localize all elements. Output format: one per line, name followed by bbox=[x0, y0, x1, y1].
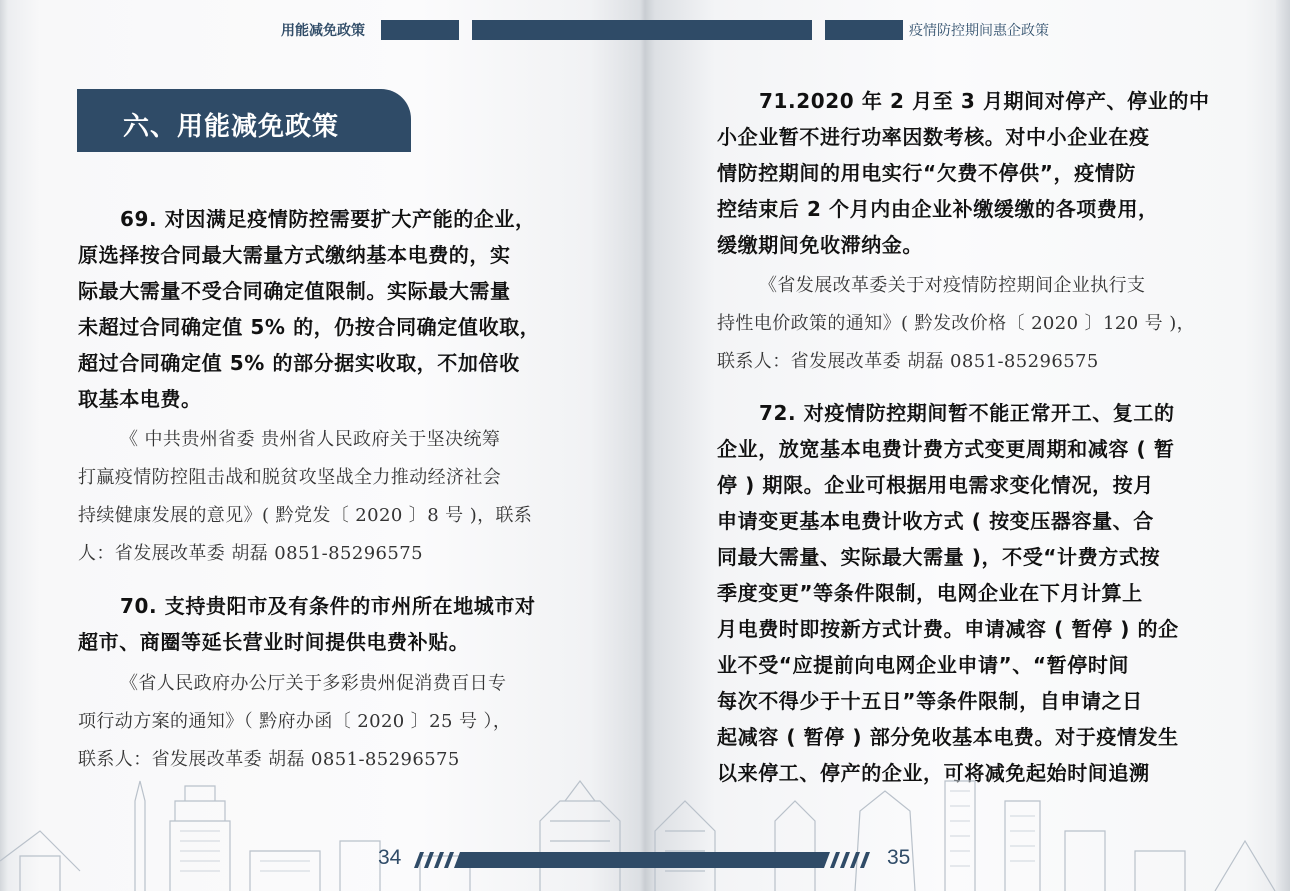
text-line: 《 中共贵州省委 贵州省人民政府关于坚决统筹 bbox=[120, 429, 501, 450]
header-bar bbox=[381, 20, 459, 40]
source-71 bbox=[717, 267, 1195, 381]
text-line: 原选择按合同最大需量方式缴纳基本电费的，实 bbox=[78, 243, 511, 267]
page-number-right: 35 bbox=[887, 846, 911, 869]
text-line: 超市、商圈等延长营业时间提供电费补贴。 bbox=[78, 630, 470, 654]
text-line: 申请变更基本电费计收方式 ( 按变压器容量、合 bbox=[717, 509, 1154, 533]
text-line: 打赢疫情防控阻击战和脱贫攻坚战全力推动经济社会 bbox=[78, 467, 502, 488]
text-line: 小企业暂不进行功率因数考核。对中小企业在疫 bbox=[717, 125, 1150, 149]
header-bar bbox=[472, 20, 645, 40]
item-69 bbox=[78, 201, 540, 417]
header-bar bbox=[825, 20, 903, 40]
text-line: 以来停工、停产的企业，可将减免起始时间追溯 bbox=[717, 761, 1150, 785]
text-line: 月电费时即按新方式计费。申请减容 ( 暂停 ) 的企 bbox=[717, 617, 1179, 641]
item-70 bbox=[78, 588, 536, 660]
text-line: 70. 支持贵阳市及有条件的市州所在地城市对 bbox=[120, 594, 536, 618]
text-line: 未超过合同确定值 5% 的，仍按合同确定值收取， bbox=[78, 315, 541, 339]
page-edge-right bbox=[1276, 0, 1290, 891]
header-right-title: 疫情防控期间惠企政策 bbox=[909, 23, 1049, 39]
footer-stripe-left bbox=[410, 850, 645, 870]
text-line: 《省发展改革委关于对疫情防控期间企业执行支 bbox=[759, 275, 1146, 296]
text-line: 停 ) 期限。企业可根据用电需求变化情况，按月 bbox=[717, 473, 1154, 497]
section-heading-box bbox=[77, 89, 411, 152]
text-line: 超过合同确定值 5% 的部分据实收取，不加倍收 bbox=[78, 351, 520, 375]
text-line: 同最大需量、实际最大需量 )，不受“计费方式按 bbox=[717, 545, 1161, 569]
item-72 bbox=[717, 395, 1179, 791]
source-69 bbox=[78, 421, 532, 573]
text-line: 缓缴期间免收滞纳金。 bbox=[717, 233, 923, 257]
page-number-left: 34 bbox=[378, 846, 402, 869]
text-line: 情防控期间的用电实行“欠费不停供”，疫情防 bbox=[717, 161, 1136, 185]
skyline-illustration-left bbox=[0, 761, 645, 891]
text-line: 每次不得少于十五日”等条件限制，自申请之日 bbox=[717, 689, 1143, 713]
text-line: 企业，放宽基本电费计费方式变更周期和减容 ( 暂 bbox=[717, 437, 1175, 461]
text-line: 项行动方案的通知》（ 黔府办函〔 2020 〕25 号 ）， bbox=[78, 711, 512, 732]
text-line: 际最大需量不受合同确定值限制。实际最大需量 bbox=[78, 279, 511, 303]
text-line: 取基本电费。 bbox=[78, 387, 202, 411]
text-line: 控结束后 2 个月内由企业补缴缓缴的各项费用， bbox=[717, 197, 1159, 221]
page-edge-left bbox=[0, 0, 8, 891]
text-line: 69. 对因满足疫情防控需要扩大产能的企业， bbox=[120, 207, 536, 231]
text-line: 业不受“应提前向电网企业申请”、“暂停时间 bbox=[717, 653, 1130, 677]
text-line: 《省人民政府办公厅关于多彩贵州促消费百日专 bbox=[120, 673, 507, 694]
text-line: 人：省发展改革委 胡磊 0851-85296575 bbox=[78, 543, 423, 564]
text-line: 起减容 ( 暂停 ) 部分免收基本电费。对于疫情发生 bbox=[717, 725, 1179, 749]
text-line: 72. 对疫情防控期间暂不能正常开工、复工的 bbox=[759, 401, 1175, 425]
footer-stripe-right bbox=[645, 850, 880, 870]
text-line: 71.2020 年 2 月至 3 月期间对停产、停业的中 bbox=[759, 89, 1210, 113]
right-page bbox=[645, 0, 1290, 891]
header-left-title: 用能减免政策 bbox=[281, 23, 365, 39]
text-line: 持性电价政策的通知》( 黔发改价格〔 2020 〕120 号 )， bbox=[717, 313, 1196, 334]
skyline-illustration-right bbox=[645, 771, 1290, 891]
header-bar bbox=[645, 20, 812, 40]
text-line: 联系人：省发展改革委 胡磊 0851-85296575 bbox=[717, 351, 1099, 372]
text-line: 联系人：省发展改革委 胡磊 0851-85296575 bbox=[78, 749, 460, 770]
section-heading: 六、用能减免政策 bbox=[123, 112, 340, 142]
item-71 bbox=[717, 83, 1210, 263]
text-line: 持续健康发展的意见》( 黔党发〔 2020 〕8 号 )，联系 bbox=[78, 505, 533, 526]
text-line: 季度变更”等条件限制，电网企业在下月计算上 bbox=[717, 581, 1143, 605]
